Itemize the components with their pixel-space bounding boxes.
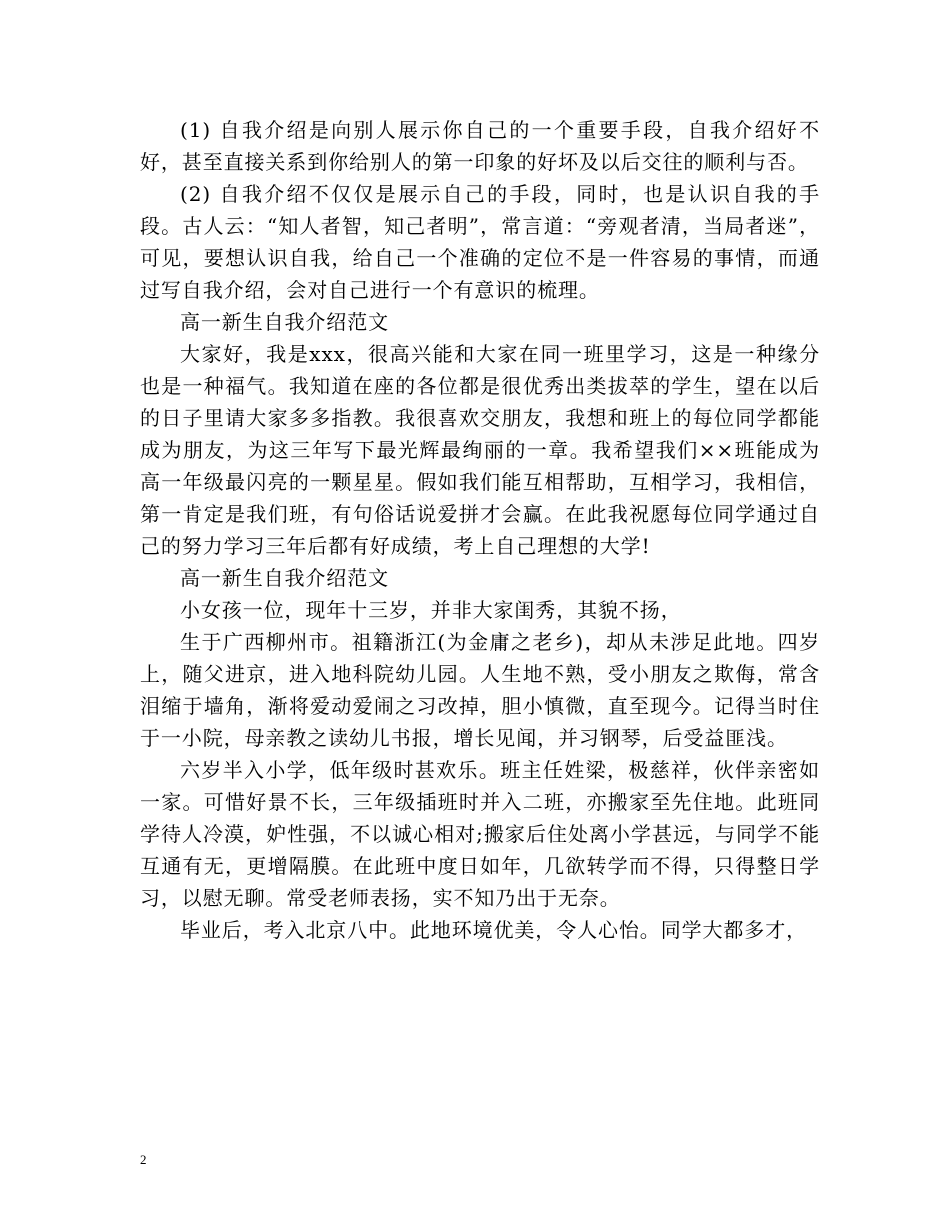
document-body: [140, 114, 820, 946]
paragraph-intro-point-1: (1) 自我介绍是向别人展示你自己的一个重要手段，自我介绍好不好，甚至直接关系到你给别人的第一印象的好坏及以后交往的顺利与否。: [140, 118, 820, 174]
paragraph-sample-1: 大家好，我是xxx，很高兴能和大家在同一班里学习，这是一种缘分也是一种福气。我知道在座的各位都是很优秀出类拔萃的学生，望在以后的日子里请大家多多指教。我很喜欢交朋友，我想和班上的每位同学都能成为朋友，为这三年写下最光辉最绚丽的一章。我希望我们××班能成为高一年级最闪亮的一颗星星。假如我们能互相帮助，互相学习，我相信，第一肯定是我们班，有句俗话说爱拼才会赢。在此我祝愿每位同学通过自己的努力学习三年后都有好成绩，考上自己理想的大学!: [140, 342, 820, 558]
paragraph-childhood: 生于广西柳州市。祖籍浙江(为金庸之老乡)，却从未涉足此地。四岁上，随父进京，进入地科院幼儿园。人生地不熟，受小朋友之欺侮，常含泪缩于墙角，渐将爱动爱闹之习改掉，胆小慎微，直至现今。记得当时住于一小院，母亲教之读幼儿书报，增长见闻，并习钢琴，后受益匪浅。: [140, 630, 820, 750]
paragraph-primary-school: 六岁半入小学，低年级时甚欢乐。班主任姓梁，极慈祥，伙伴亲密如一家。可惜好景不长，三年级插班时并入二班，亦搬家至先住地。此班同学待人冷漠，妒性强，不以诚心相对;搬家后住处离小学甚远，与同学不能互通有无，更增隔膜。在此班中度日如年，几欲转学而不得，只得整日学习，以慰无聊。常受老师表扬，实不知乃出于无奈。: [140, 758, 820, 910]
paragraph-middle-school: 毕业后，考入北京八中。此地环境优美，令人心怡。同学大都多才，: [180, 918, 807, 942]
page-number: 2: [140, 1152, 147, 1167]
paragraph-sample-2-opening: 小女孩一位，现年十三岁，并非大家闺秀，其貌不扬，: [180, 598, 682, 622]
section-heading-2: 高一新生自我介绍范文: [180, 566, 389, 590]
paragraph-intro-point-2: (2) 自我介绍不仅仅是展示自己的手段，同时，也是认识自我的手段。古人云：“知人者智，知己者明”，常言道：“旁观者清，当局者迷”，可见，要想认识自我，给自己一个准确的定位不是一件容易的事情，而通过写自我介绍，会对自己进行一个有意识的梳理。: [140, 182, 820, 302]
section-heading-1: 高一新生自我介绍范文: [180, 310, 389, 334]
